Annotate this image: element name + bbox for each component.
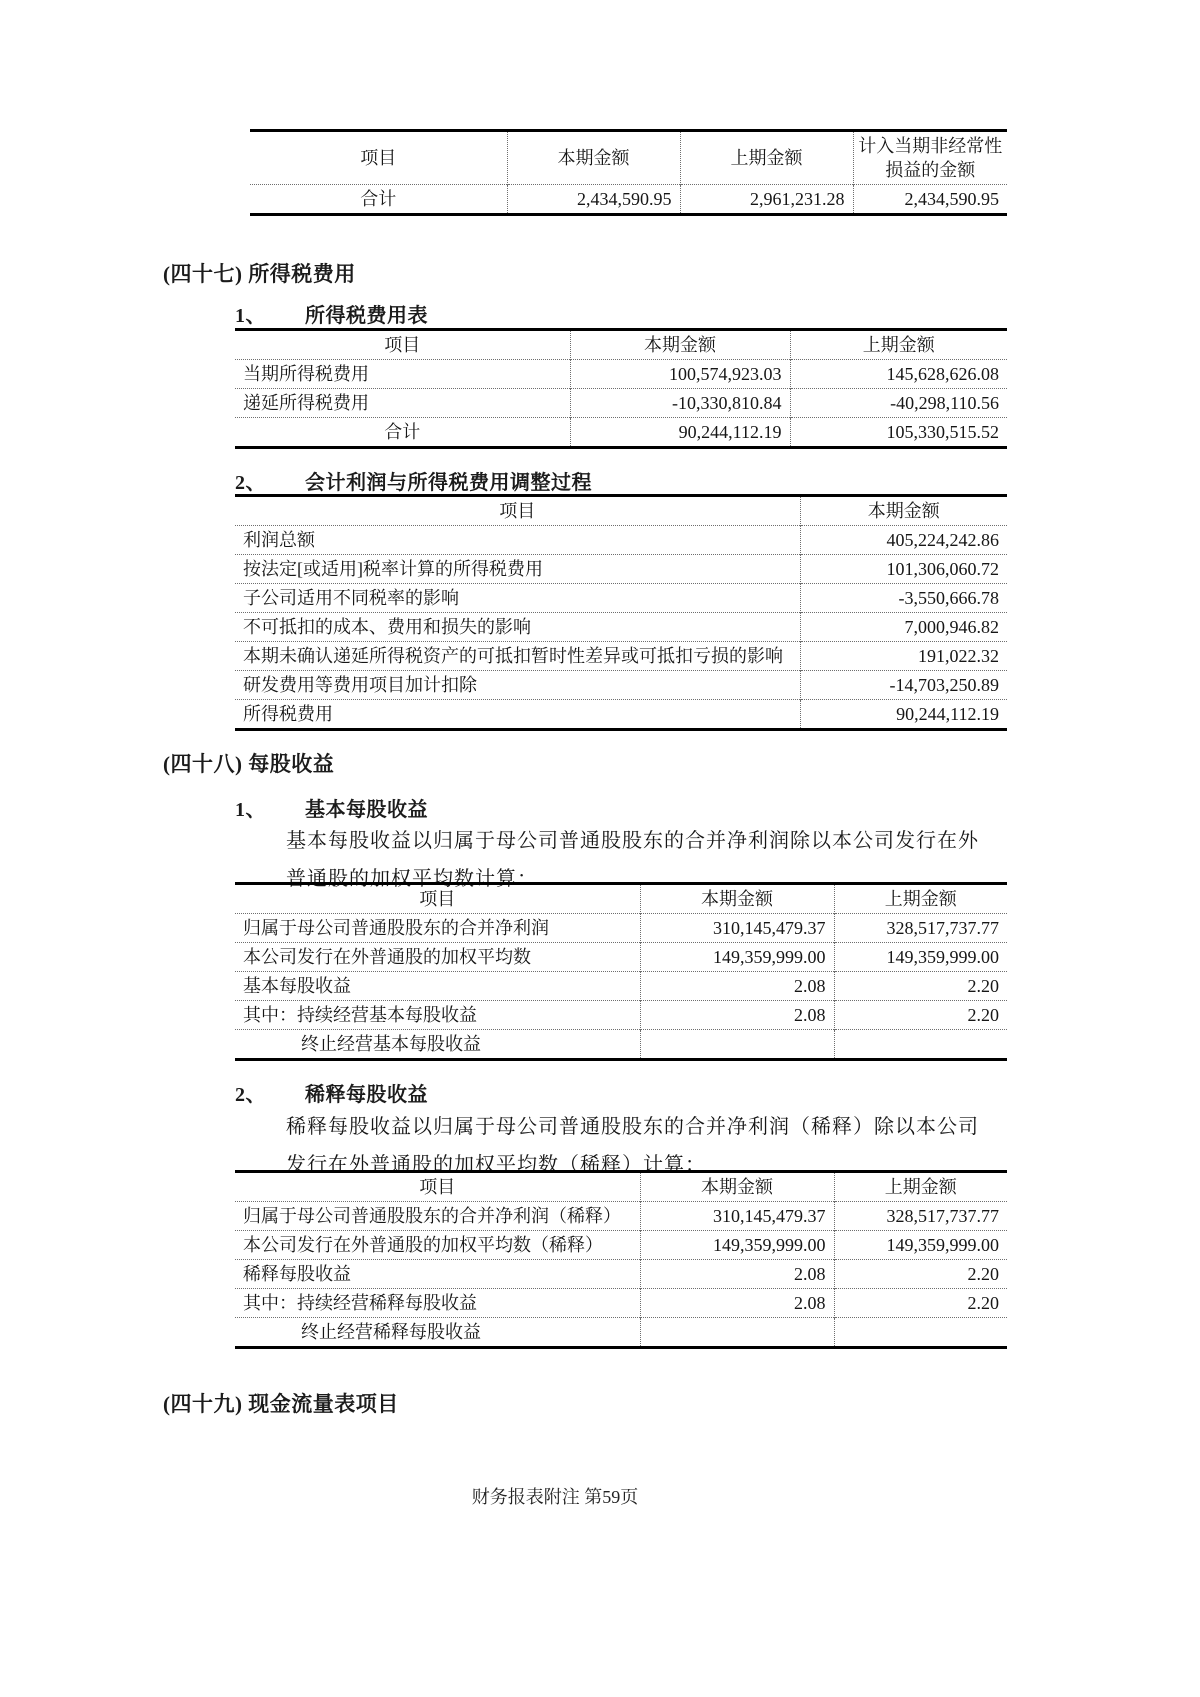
amount-cell: -10,330,810.84: [570, 389, 790, 418]
table-header-row: [235, 496, 1007, 526]
amount-cell: 2.08: [640, 1001, 834, 1030]
item-label-cell: 终止经营基本每股收益: [235, 1030, 640, 1060]
header-cell: 本期金额: [640, 1172, 834, 1202]
amount-cell: 149,359,999.00: [640, 943, 834, 972]
item-label-cell: 研发费用等费用项目加计扣除: [235, 671, 800, 700]
item-label-cell: 本公司发行在外普通股的加权平均数（稀释）: [235, 1231, 640, 1260]
amount-cell: 2,961,231.28: [680, 185, 853, 215]
section-47-sub2-heading: [235, 466, 592, 495]
header-cell: 项目: [419, 1177, 456, 1197]
amount-cell: 2.20: [834, 1289, 1007, 1318]
item-label-cell: 合计: [250, 185, 507, 215]
amount-cell: 310,145,479.37: [640, 1202, 834, 1231]
item-label-cell: 本期未确认递延所得税资产的可抵扣暂时性差异或可抵扣亏损的影响: [235, 642, 800, 671]
sub-heading-number: 2、: [235, 472, 266, 494]
amount-cell: 2.08: [640, 972, 834, 1001]
amount-cell: 2.08: [640, 1260, 834, 1289]
income-tax-table: [235, 328, 1007, 449]
amount-cell: -40,298,110.56: [790, 389, 1007, 418]
header-cell: 上期金额: [790, 330, 1007, 360]
header-cell: 项目: [360, 148, 397, 168]
amount-cell: 145,628,626.08: [790, 360, 1007, 389]
table-row: [235, 1231, 1007, 1260]
item-label-cell: 其中：持续经营稀释每股收益: [235, 1289, 640, 1318]
sub-heading-number: 1、: [235, 799, 266, 821]
table-row: [235, 360, 1007, 389]
amount-cell: 90,244,112.19: [800, 700, 1007, 730]
section-47-heading: (四十七) 所得税费用: [163, 262, 356, 286]
table-row: [235, 914, 1007, 943]
amount-cell: -3,550,666.78: [800, 584, 1007, 613]
item-label-cell: 当期所得税费用: [235, 360, 570, 389]
amount-cell: 149,359,999.00: [834, 1231, 1007, 1260]
item-label-cell: 稀释每股收益: [235, 1260, 640, 1289]
amount-cell: 2.20: [834, 1001, 1007, 1030]
table-row: [235, 642, 1007, 671]
table-row: [235, 555, 1007, 584]
sub-heading-title: 稀释每股收益: [305, 1084, 428, 1106]
sub-heading-number: 1、: [235, 305, 266, 327]
table-row: [235, 1001, 1007, 1030]
amount-cell: 2,434,590.95: [853, 185, 1007, 215]
amount-cell: 149,359,999.00: [834, 943, 1007, 972]
item-label-cell: 终止经营稀释每股收益: [235, 1318, 640, 1348]
table-row: [235, 1260, 1007, 1289]
header-cell: 上期金额: [834, 884, 1007, 914]
table-row: [235, 943, 1007, 972]
item-label-cell: 基本每股收益: [235, 972, 640, 1001]
amount-cell: 100,574,923.03: [570, 360, 790, 389]
section-48-sub1-heading: [235, 793, 428, 822]
table-header-row: [235, 884, 1007, 914]
header-cell: 本期金额: [640, 884, 834, 914]
item-label-cell: 归属于母公司普通股股东的合并净利润（稀释）: [235, 1202, 640, 1231]
item-label-cell: 合计: [235, 418, 570, 448]
sub-heading-title: 所得税费用表: [305, 305, 428, 327]
table-row: [235, 972, 1007, 1001]
amount-cell: 328,517,737.77: [834, 1202, 1007, 1231]
table-row: [235, 671, 1007, 700]
table-row: [235, 389, 1007, 418]
amount-cell: [834, 1030, 1007, 1060]
diluted-eps-table: [235, 1170, 1007, 1349]
amount-cell: 90,244,112.19: [570, 418, 790, 448]
amount-cell: 149,359,999.00: [640, 1231, 834, 1260]
table-row: [235, 1289, 1007, 1318]
amount-cell: 2.20: [834, 972, 1007, 1001]
table-header-row: [235, 1172, 1007, 1202]
amount-cell: [640, 1030, 834, 1060]
header-cell: 项目: [384, 335, 421, 355]
header-cell: 上期金额: [680, 131, 853, 185]
amount-cell: [640, 1318, 834, 1348]
page-footer: 财务报表附注 第59页: [471, 1487, 639, 1507]
table-row: [235, 526, 1007, 555]
amount-cell: 310,145,479.37: [640, 914, 834, 943]
basic-eps-table: [235, 882, 1007, 1061]
header-cell: 计入当期非经常性损益的金额: [853, 131, 1007, 185]
table-header-row: [235, 330, 1007, 360]
amount-cell: 405,224,242.86: [800, 526, 1007, 555]
table-row: [235, 1030, 1007, 1060]
sub-heading-title: 会计利润与所得税费用调整过程: [305, 472, 592, 494]
table-row: [235, 584, 1007, 613]
amount-cell: 105,330,515.52: [790, 418, 1007, 448]
table-header-row: [250, 131, 1007, 185]
item-label-cell: 子公司适用不同税率的影响: [235, 584, 800, 613]
item-label-cell: 归属于母公司普通股股东的合并净利润: [235, 914, 640, 943]
item-label-cell: 利润总额: [235, 526, 800, 555]
sub-heading-title: 基本每股收益: [305, 799, 428, 821]
basic-eps-paragraph: 基本每股收益以归属于母公司普通股股东的合并净利润除以本公司发行在外普通股的加权平均数计算：: [286, 830, 979, 890]
item-label-cell: 按法定[或适用]税率计算的所得税费用: [235, 555, 800, 584]
diluted-eps-paragraph: 稀释每股收益以归属于母公司普通股股东的合并净利润（稀释）除以本公司发行在外普通股的加权平均数（稀释）计算：: [286, 1116, 979, 1176]
amount-cell: 2.20: [834, 1260, 1007, 1289]
item-label-cell: 不可抵扣的成本、费用和损失的影响: [235, 613, 800, 642]
amount-cell: [834, 1318, 1007, 1348]
tax-reconciliation-table: [235, 494, 1007, 731]
table-row: [235, 1202, 1007, 1231]
amount-cell: 7,000,946.82: [800, 613, 1007, 642]
item-label-cell: 其中：持续经营基本每股收益: [235, 1001, 640, 1030]
amount-cell: 328,517,737.77: [834, 914, 1007, 943]
sub-heading-number: 2、: [235, 1084, 266, 1106]
table-row: [235, 613, 1007, 642]
table-row: [250, 185, 1007, 215]
header-cell: 上期金额: [834, 1172, 1007, 1202]
nonrecurring-total-table: [250, 129, 1007, 216]
item-label-cell: 本公司发行在外普通股的加权平均数: [235, 943, 640, 972]
section-48-sub2-heading: [235, 1078, 428, 1107]
header-cell: 本期金额: [570, 330, 790, 360]
table-row: [235, 700, 1007, 730]
amount-cell: 2.08: [640, 1289, 834, 1318]
section-47-sub1-heading: [235, 299, 428, 328]
header-cell: 本期金额: [800, 496, 1007, 526]
amount-cell: -14,703,250.89: [800, 671, 1007, 700]
header-cell: 项目: [419, 889, 456, 909]
section-48-heading: (四十八) 每股收益: [163, 752, 335, 776]
amount-cell: 191,022.32: [800, 642, 1007, 671]
item-label-cell: 所得税费用: [235, 700, 800, 730]
amount-cell: 2,434,590.95: [507, 185, 680, 215]
header-cell: 本期金额: [507, 131, 680, 185]
table-row: [235, 1318, 1007, 1348]
section-49-heading: (四十九) 现金流量表项目: [163, 1392, 399, 1416]
table-row-total: [235, 418, 1007, 448]
header-cell: 项目: [499, 501, 536, 521]
item-label-cell: 递延所得税费用: [235, 389, 570, 418]
amount-cell: 101,306,060.72: [800, 555, 1007, 584]
